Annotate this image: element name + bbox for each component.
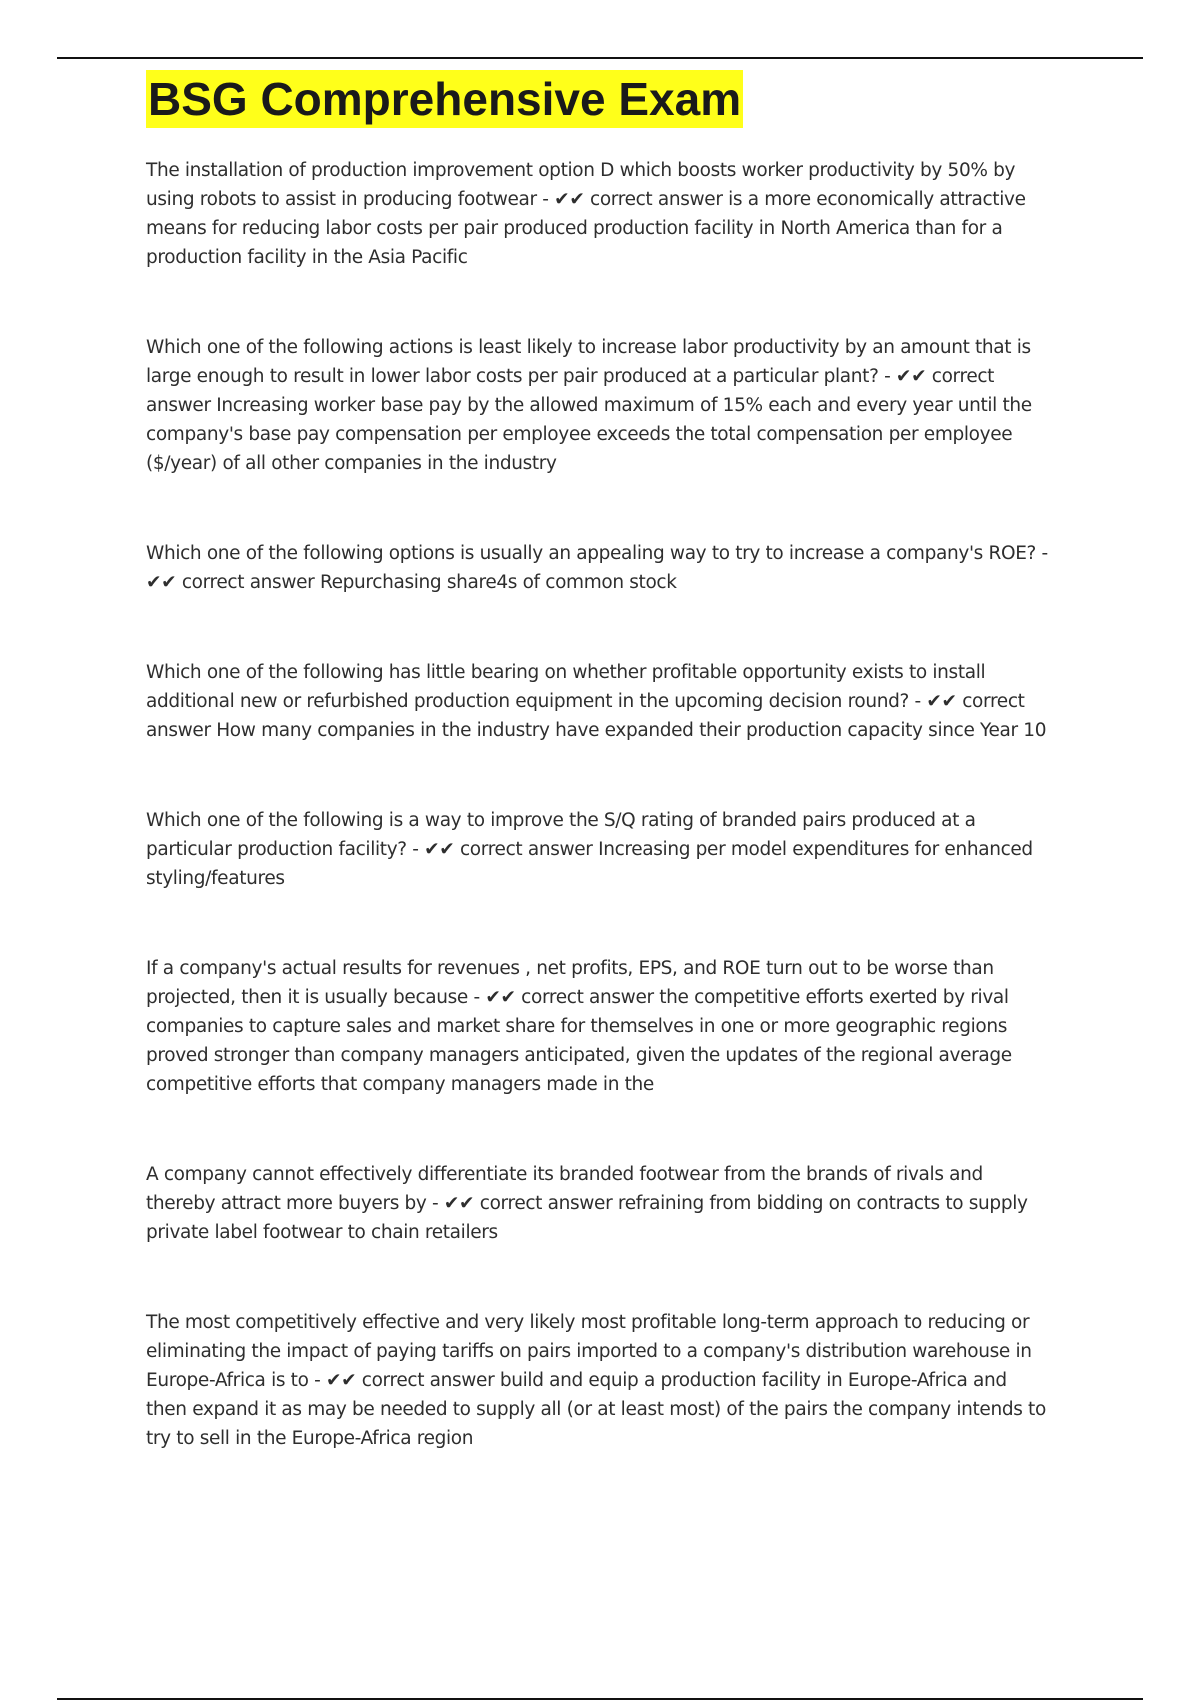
document-page [146, 70, 1051, 1514]
qa-item: The installation of production improvement option D which boosts worker productivity by 50% by using robots to assist in producing footwear - ✔✔ correct answer is a more economically attractive means for reducing labor costs per pair produced production facility in North America than for a production facility in the Asia Pacific [146, 160, 1026, 268]
top-rule [57, 57, 1143, 59]
qa-item: Which one of the following has little bearing on whether profitable opportunity exists to install additional new or refurbished production equipment in the upcoming decision round? - ✔✔ correct answer How many companies in the industry have expanded their production capacity since Year 10 [146, 662, 1047, 741]
qa-item: Which one of the following actions is least likely to increase labor productivity by an amount that is large enough to result in lower labor costs per pair produced at a particular plant? - ✔✔ correct answer Increasing worker base pay by the allowed maximum of 15% each and every year until the company's base pay compensation per employee exceeds the total compensation per employee ($/year) of all other companies in the industry [146, 337, 1032, 474]
qa-item: The most competitively effective and very likely most profitable long-term approach to reducing or eliminating the impact of paying tariffs on pairs imported to a company's distribution warehouse in Europe-Africa is to - ✔✔ correct answer build and equip a production facility in Europe-Africa and then expand it as may be needed to supply all (or at least most) of the pairs the company intends to try to sell in the Europe-Africa region [146, 1312, 1046, 1449]
qa-list [146, 156, 1051, 1453]
qa-item: Which one of the following is a way to improve the S/Q rating of branded pairs produced at a particular production facility? - ✔✔ correct answer Increasing per model expenditures for enhanced styling/features [146, 810, 1033, 889]
qa-item: If a company's actual results for revenues , net profits, EPS, and ROE turn out to be worse than projected, then it is usually because - ✔✔ correct answer the competitive efforts exerted by rival companies to capture sales and market share for themselves in one or more geographic regions proved stronger than company managers anticipated, given the updates of the regional average competitive efforts that company managers made in the [146, 958, 1012, 1095]
document-title: BSG Comprehensive Exam [146, 70, 743, 128]
qa-item: A company cannot effectively differentiate its branded footwear from the brands of rivals and thereby attract more buyers by - ✔✔ correct answer refraining from bidding on contracts to supply private label footwear to chain retailers [146, 1164, 1028, 1243]
qa-item: Which one of the following options is usually an appealing way to try to increase a company's ROE? - ✔✔ correct answer Repurchasing share4s of common stock [146, 543, 1048, 593]
